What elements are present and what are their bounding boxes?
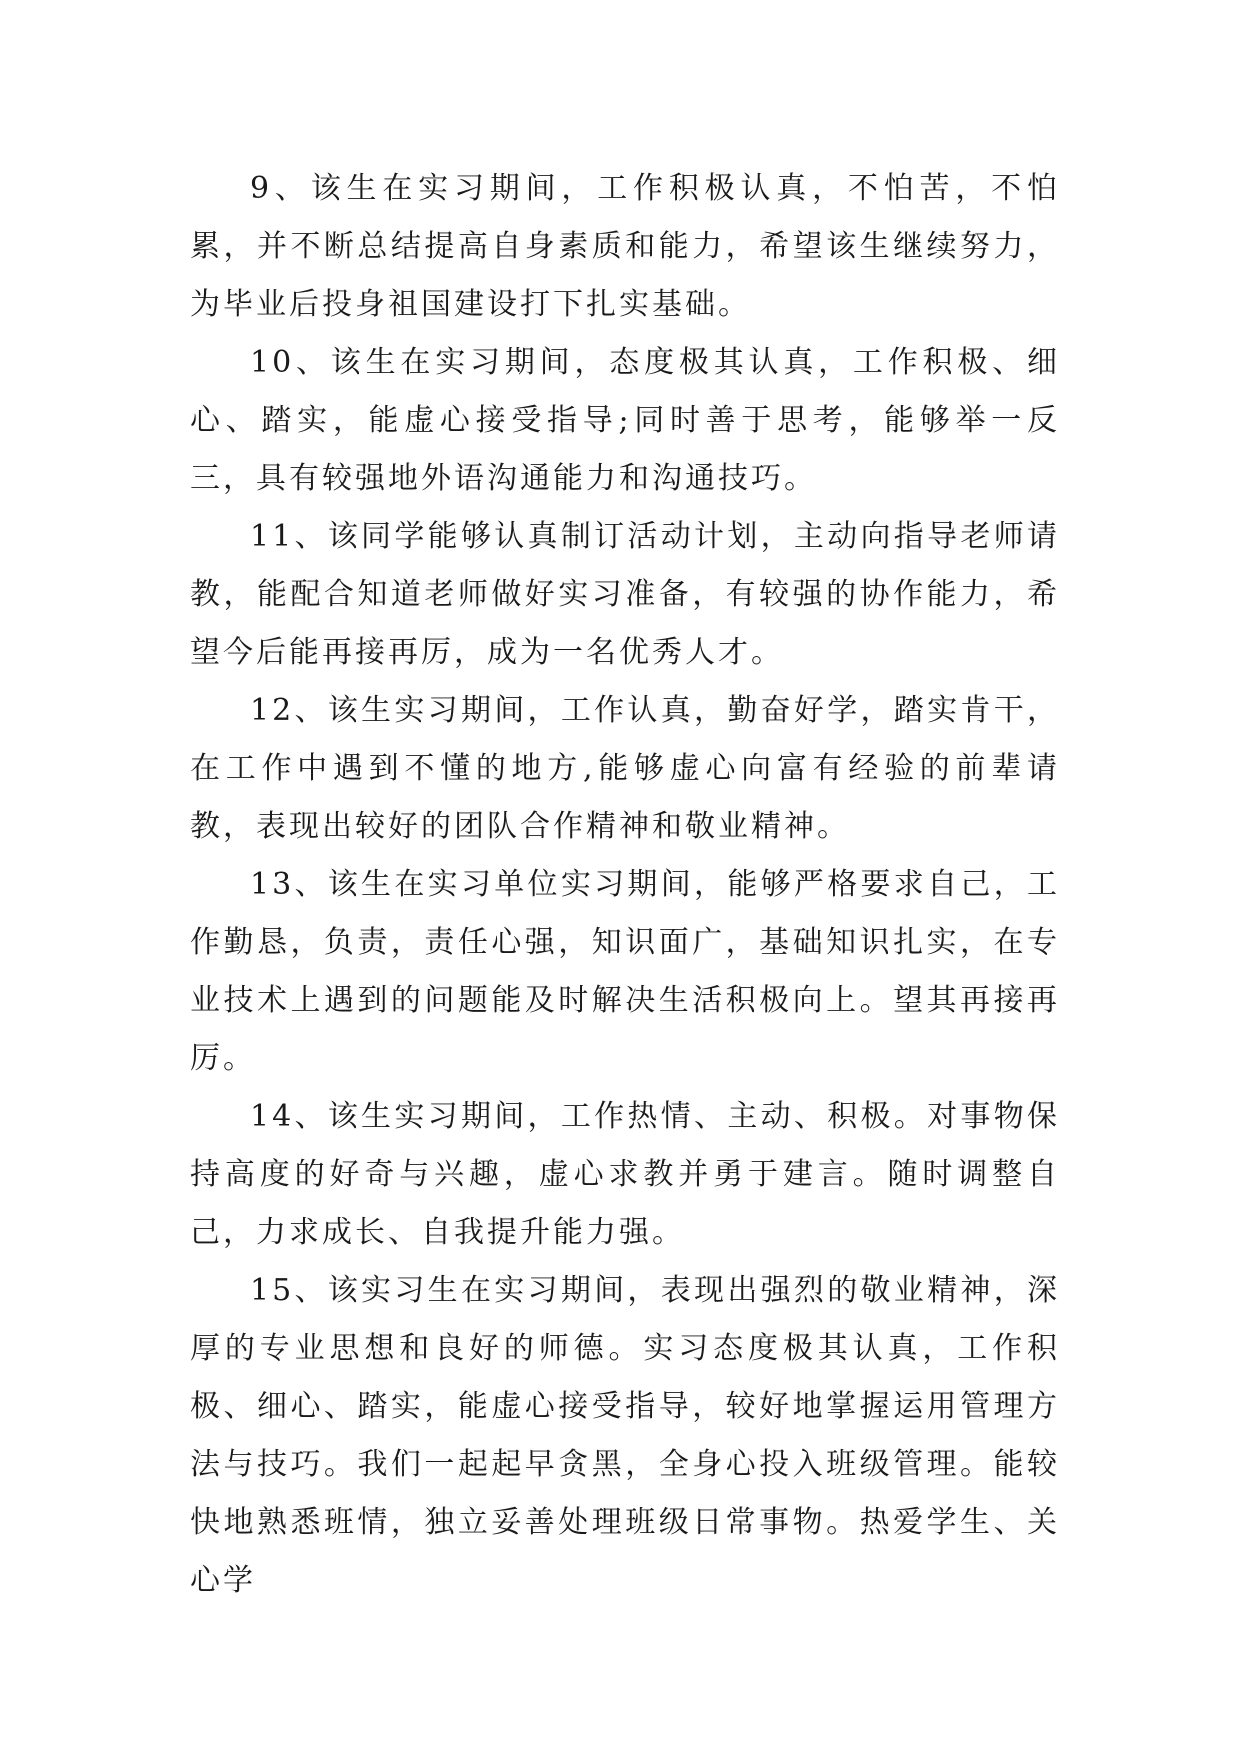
document-body (190, 160, 1060, 1610)
paragraph-13: 13、该生在实习单位实习期间，能够严格要求自己，工作勤恳，负责，责任心强，知识面广，基础知识扎实，在专业技术上遇到的问题能及时解决生活积极向上。望其再接再厉。 (190, 867, 1060, 1076)
paragraph-11: 11、该同学能够认真制订活动计划，主动向指导老师请教，能配合知道老师做好实习准备，有较强的协作能力，希望今后能再接再厉，成为一名优秀人才。 (190, 519, 1060, 670)
paragraph-15: 15、该实习生在实习期间，表现出强烈的敬业精神，深厚的专业思想和良好的师德。实习态度极其认真，工作积极、细心、踏实，能虚心接受指导，较好地掌握运用管理方法与技巧。我们一起起早贪黑，全身心投入班级管理。能较快地熟悉班情，独立妥善处理班级日常事物。热爱学生、关心学 (190, 1273, 1060, 1598)
paragraph-14: 14、该生实习期间，工作热情、主动、积极。对事物保持高度的好奇与兴趣，虚心求教并勇于建言。随时调整自己，力求成长、自我提升能力强。 (190, 1099, 1060, 1250)
paragraph-9: 9、该生在实习期间，工作积极认真，不怕苦，不怕累，并不断总结提高自身素质和能力，希望该生继续努力，为毕业后投身祖国建设打下扎实基础。 (190, 171, 1060, 322)
paragraph-12: 12、该生实习期间，工作认真，勤奋好学，踏实肯干，在工作中遇到不懂的地方,能够虚心向富有经验的前辈请教，表现出较好的团队合作精神和敬业精神。 (190, 693, 1060, 844)
paragraph-10: 10、该生在实习期间，态度极其认真，工作积极、细心、踏实，能虚心接受指导;同时善于思考，能够举一反三，具有较强地外语沟通能力和沟通技巧。 (190, 345, 1060, 496)
